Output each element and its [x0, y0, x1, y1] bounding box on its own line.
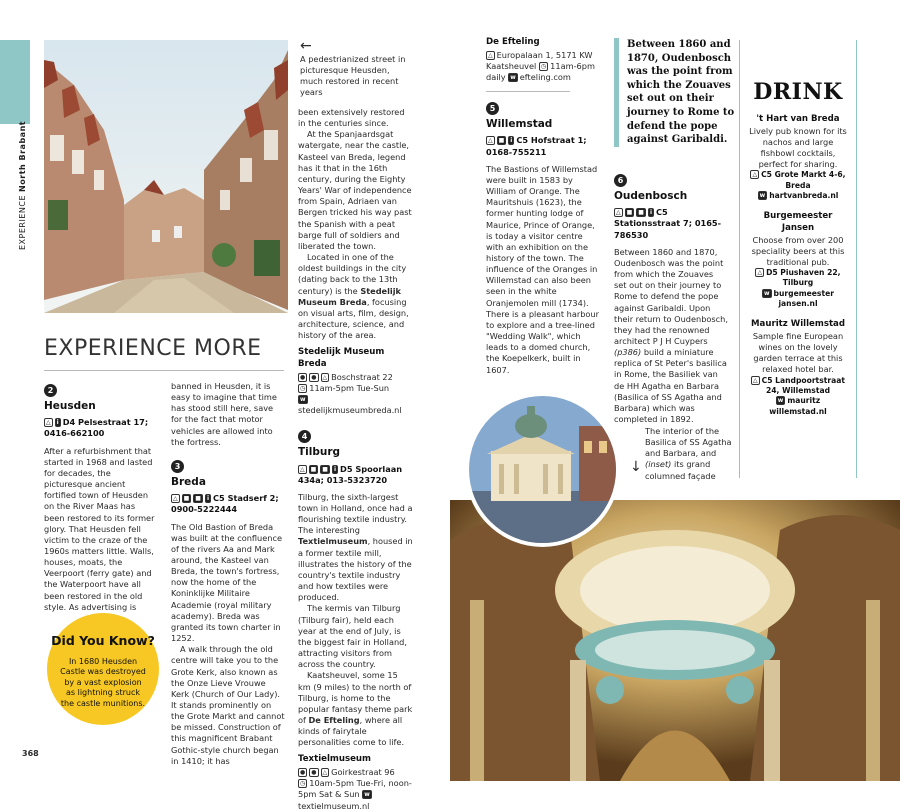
address-text: D5 Piushaven 22, Tilburg: [766, 268, 841, 288]
caption-text: The interior of the Basilica of SS Agatha and Barbara, and: [645, 426, 732, 459]
drink-text: Lively pub known for its nachos and large fishbowl cocktails, perfect for sharing.: [749, 125, 847, 170]
entry-number: 5: [486, 102, 499, 115]
bus-icon: ■: [638, 209, 644, 217]
info-icon: i: [649, 209, 653, 217]
website[interactable]: efteling.com: [519, 72, 571, 82]
entry-info: [614, 207, 728, 240]
train-icon: ■: [183, 495, 190, 503]
entry-body: After a refurbishment that started in 1968 and lasted for decades, the picturesque ancient fortified town of Heusden on the River Maas has been restored to its former glory. That Heusden fell victim to the craze of the 1960s matters little. Walls, houses, moats, the Veerpoort (ferry gate) and the Waterpoort have all been restored in the old style. As advertising is: [44, 445, 155, 612]
entry-title: Tilburg: [298, 446, 341, 459]
museum-title: Textielmuseum: [298, 754, 372, 765]
address-text: C5 Landpoortstraat 24, Willemstad: [761, 375, 845, 395]
map-icon: △: [616, 209, 621, 217]
column-4: [486, 37, 600, 376]
text: Tilburg, the sixth-largest town in Holland, once had a flourishing textile industry. The interesting: [298, 491, 413, 536]
drink-name: Burgemeester Jansen: [763, 211, 833, 233]
drink-address: [748, 170, 848, 191]
heusden-continued: banned in Heusden, it is easy to imagine that time has stood still here, save for the fact that motor vehicles are allowed into the fortress.: [171, 381, 277, 447]
text: , housed in a former textile mill, illustrates the history of the country's textile industry and how textiles were produced.: [298, 536, 413, 603]
text: Located in one of the oldest buildings in the city (dating back to the 13th century) is the: [298, 252, 407, 296]
clock-icon: ◷: [540, 62, 547, 70]
badge-body: In 1680 Heusden Castle was destroyed by a vast explosion as lightning struck the castle munitions.: [60, 657, 146, 708]
arrow-down-icon: ↓: [630, 459, 642, 475]
info-icon: i: [333, 465, 337, 473]
tilburg-para-1: [298, 492, 413, 604]
clock-icon: ◷: [300, 384, 306, 392]
text: build a miniature replica of St Peter's basilica in Rome, the Basiliek van de HH Agatha en Barbara (Basilica of SS Agatha and Barbara) which was completed in 1892.: [614, 347, 727, 425]
web-icon: w: [759, 191, 766, 199]
website[interactable]: burgemeester jansen.nl: [773, 288, 834, 308]
entry-info: [298, 464, 413, 486]
pull-quote: Between 1860 and 1870, Oudenbosch was the point from which the Zouaves set out on their journey to Rome to defend the pope against Garibaldi.: [614, 38, 739, 147]
drink-name: 't Hart van Breda: [756, 113, 840, 124]
website[interactable]: hartvanbreda.nl: [769, 190, 839, 200]
park-link: De Efteling: [308, 714, 360, 725]
info-icon: i: [206, 495, 210, 503]
entry-info: [44, 417, 158, 439]
train-icon: ■: [310, 465, 317, 473]
entry-info-text: C5 Stadserf 2; 0900-5222444: [171, 493, 279, 515]
page-ref: (p386): [614, 347, 642, 358]
caption-inset: (inset): [645, 459, 672, 470]
map-icon: △: [752, 171, 758, 179]
column-2: [171, 381, 285, 767]
caption-text: its grand columned façade: [645, 459, 716, 481]
chapter-label: [18, 121, 29, 250]
map-icon: △: [488, 137, 493, 145]
museum-info: [298, 372, 413, 417]
entry-number: 4: [298, 430, 311, 443]
text: , focusing on visual arts, film, design, architecture, science, and history of the area.: [298, 296, 409, 341]
bus-icon: ■: [195, 495, 201, 503]
heusden-street-photo: [44, 40, 288, 313]
photo-caption-right: [645, 426, 735, 482]
address-text: C5 Grote Markt 4-6, Breda: [761, 170, 846, 190]
address: Goirkestraat 96: [331, 767, 395, 778]
entry-info-text: C5 Hofstraat 1; 0168-755211: [486, 135, 587, 157]
entry-info-text: D4 Pelsestraat 17; 0416-662100: [44, 417, 149, 439]
map-icon: △: [757, 269, 763, 276]
museum-link: Stedelijk Museum Breda: [298, 285, 401, 307]
chapter-tab: [0, 40, 30, 124]
drink-web[interactable]: [748, 396, 848, 417]
entry-title: Oudenbosch: [614, 190, 688, 202]
map-icon: △: [300, 465, 305, 473]
tilburg-para-2: The kermis van Tilburg (Tilburg fair), held each year at the end of July, is the biggest fair in Holland, attracting visitors from across the country.: [298, 603, 407, 670]
breda-para-3: been extensively restored in the centuries since.: [298, 107, 405, 129]
web-icon: w: [510, 74, 516, 81]
breda-para-5: [298, 252, 413, 341]
cafe-icon: ●: [311, 373, 317, 381]
drink-item: [748, 114, 848, 201]
park-title: De Efteling: [486, 37, 540, 47]
entry-title: Heusden: [44, 400, 96, 412]
address: Europalaan 1, 5171 KW Kaatsheuvel: [486, 49, 593, 71]
address: Boschstraat 22: [331, 371, 393, 382]
entry-body: [614, 247, 728, 426]
photo-caption-top: [300, 54, 412, 99]
map-icon: △: [173, 495, 178, 503]
train-icon: ■: [626, 209, 633, 217]
hours: 11am-5pm Tue-Sun: [309, 382, 390, 393]
entry-info-text: C5 Stationsstraat 7; 0165-786530: [614, 207, 722, 240]
drink-web[interactable]: [748, 191, 848, 201]
drink-address: [748, 376, 848, 397]
entry-info: [171, 493, 285, 515]
web-icon: w: [364, 791, 370, 799]
divider: [486, 91, 570, 92]
breda-para-2: A walk through the old centre will take you to the Grote Kerk, also known as the Onze Lieve Vrouwe Kerk (Church of Our Lady). It stands prominently on the Grote Markt and cannot be missed. Construction of this magnificent Brabant Gothic-style church began in 1410; it has: [171, 644, 285, 766]
hours: 10am-5pm Tue-Fri, noon-5pm Sat & Sun: [298, 778, 412, 800]
section-title: EXPERIENCE MORE: [44, 336, 262, 361]
heusden-entry: [44, 384, 158, 613]
section-rule: [44, 370, 284, 371]
text: , where all kinds of fairytale personalities come to life.: [298, 714, 405, 748]
park-info: [486, 50, 600, 83]
drink-title: DRINK: [753, 79, 843, 105]
chapter-label-b: North Brabant: [18, 120, 27, 192]
drink-text: Sample fine European wines on the lovely garden terrace at this relaxed hotel bar.: [752, 330, 844, 375]
bus-icon: ■: [498, 137, 505, 145]
drink-item: [748, 319, 848, 417]
bus-icon: ■: [322, 465, 328, 473]
breda-para-1: The Old Bastion of Breda was built at the confluence of the rivers Aa and Mark around, the Kasteel van Breda, the town's fortress, now the home of the Koninklijke Militaire Academie (royal military academy). Breda was granted its town charter in 1252.: [171, 521, 283, 644]
map-icon: △: [322, 769, 328, 777]
did-you-know-badge: [47, 613, 159, 725]
entry-number: 6: [614, 174, 627, 187]
entry-info: [486, 135, 600, 157]
badge-title: Did You Know?: [51, 633, 155, 648]
page-number: 368: [22, 749, 39, 758]
museum-link: Textielmuseum: [298, 536, 368, 547]
drink-box: [739, 40, 857, 478]
tilburg-para-3: [298, 670, 413, 748]
caption-text: A pedestrianized street in picturesque Heusden, much restored in recent years: [300, 54, 406, 98]
basilica-facade-inset-photo: [465, 392, 620, 547]
clock-icon: ◷: [300, 780, 306, 788]
drink-name: Mauritz Willemstad: [750, 319, 846, 330]
arrow-left-icon: ←: [300, 38, 312, 54]
museum-title: Stedelijk Museum Breda: [298, 347, 385, 369]
accessible-icon: ●: [300, 373, 306, 381]
entry-number: 2: [44, 384, 57, 397]
cafe-icon: ●: [311, 769, 317, 777]
map-icon: △: [488, 51, 493, 59]
drink-text: Choose from over 200 speciality beers at this traditional pub.: [751, 234, 845, 267]
map-icon: △: [753, 376, 758, 384]
drink-address: [748, 268, 848, 289]
drink-web[interactable]: [748, 289, 848, 310]
web-icon: w: [300, 395, 306, 403]
map-icon: △: [46, 419, 51, 427]
breda-para-4: At the Spanjaardsgat watergate, near the castle, Kasteel van Breda, legend has it that in the 16th century, during the Eighty Years' War of independence from Spain, Adriaen van Bergen tricked his way past the Spanish with a peat barge full of soldiers and liberated the town.: [298, 129, 412, 251]
website[interactable]: stedelijkmuseumbreda.nl: [298, 405, 402, 416]
column-3: [298, 107, 413, 812]
oudenbosch-entry: [614, 174, 728, 425]
website[interactable]: textielmuseum.nl: [298, 800, 370, 811]
hours: 11am-6pm daily: [486, 60, 595, 82]
accessible-icon: ●: [300, 769, 306, 777]
entry-number: 3: [171, 460, 184, 473]
website[interactable]: mauritz willemstad.nl: [769, 396, 827, 416]
entry-body: The Bastions of Willemstad were built in 1583 by William of Orange. The Mauritshuis (1623), the former hunting lodge of Maurice, Prince of Orange, is today a visitor centre with an exhibition on the history of the town. The influence of the Oranges in Willemstad can also been seen in the white Oranjemolen mill (1734). There is a pleasant harbour to explore and a tree-lined "Wedding Walk", which leads to a domed church, the Koepelkerk, built in 1607.: [486, 163, 599, 375]
drink-item: [748, 211, 848, 309]
chapter-label-a: EXPERIENCE: [18, 194, 27, 250]
map-icon: △: [322, 373, 328, 381]
entry-title: Willemstad: [486, 118, 553, 131]
info-icon: i: [510, 137, 513, 145]
museum-info: [298, 767, 413, 812]
text: Kaatsheuvel, some 15 km (9 miles) to the north of Tilburg, is home to the popular fantasy theme park of: [298, 670, 413, 725]
text: Between 1860 and 1870, Oudenbosch was the point from which the Zouaves set out on their journey to Rome to defend the pope against Garibaldi. Upon their return to Oudenbosch, they had the renowned architect P J H Cuypers: [614, 246, 728, 346]
info-icon: i: [56, 419, 59, 427]
web-icon: w: [777, 397, 784, 405]
entry-info-text: D5 Spoorlaan 434a; 013-5323720: [298, 463, 403, 485]
web-icon: w: [764, 289, 770, 297]
entry-title: Breda: [171, 475, 206, 488]
